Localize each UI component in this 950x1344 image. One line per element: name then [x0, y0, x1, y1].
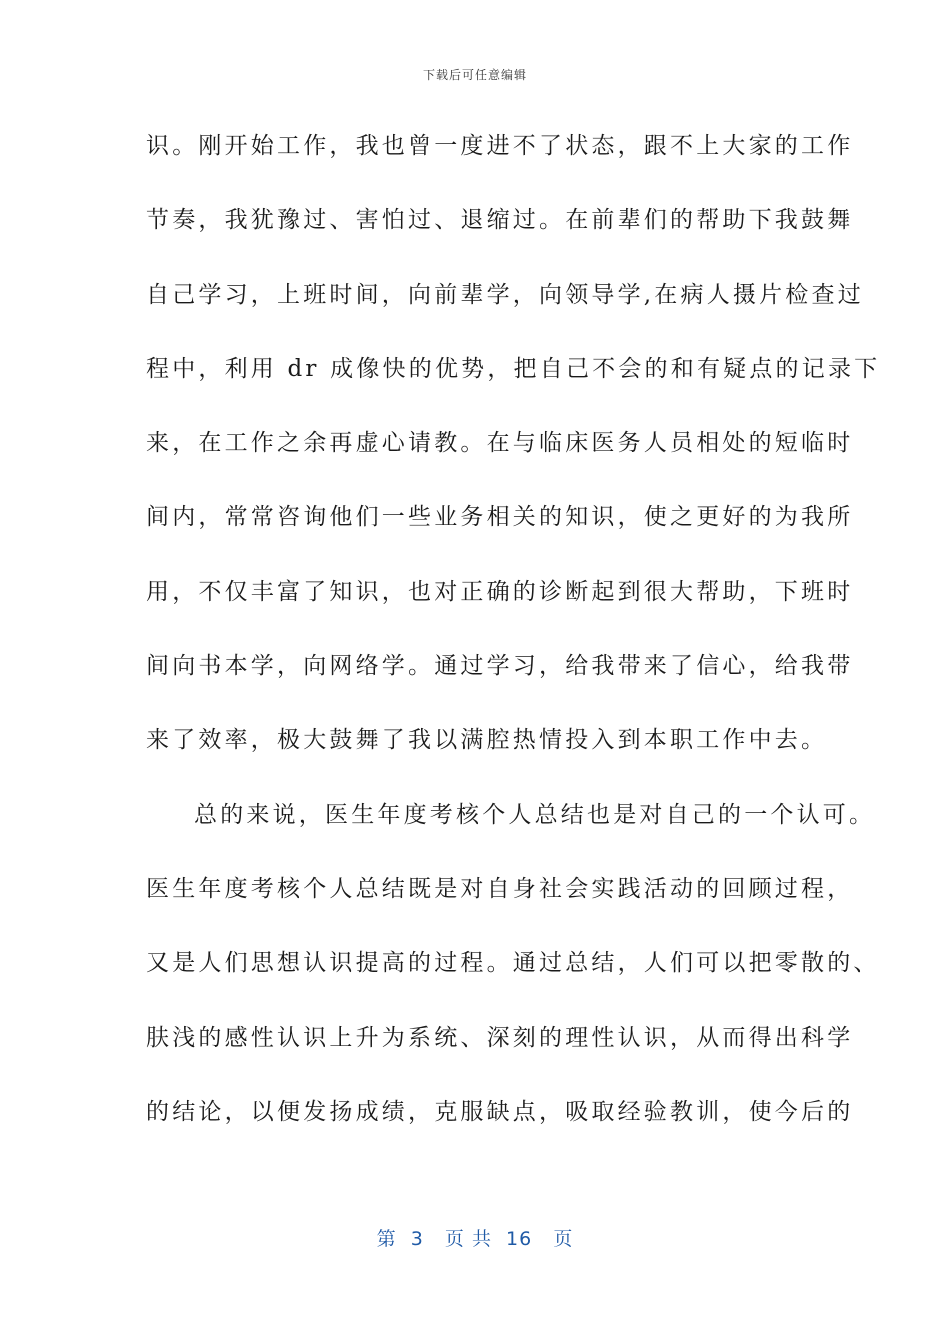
paragraph-start-line: 总的来说，医生年度考核个人总结也是对自己的一个认可。	[194, 801, 876, 828]
text-line: 间内，常常咨询他们一些业务相关的知识，使之更好的为我所	[146, 504, 854, 531]
text-line: 的结论，以便发扬成绩，克服缺点，吸取经验教训，使今后的	[146, 1098, 854, 1125]
text-line: 间向书本学，向网络学。通过学习，给我带来了信心，给我带	[146, 653, 854, 680]
text-line: 自己学习，上班时间，向前辈学，向领导学,在病人摄片检查过	[146, 281, 864, 308]
text-line: 识。刚开始工作，我也曾一度进不了状态，跟不上大家的工作	[146, 133, 854, 159]
page-number-footer: 第 3 页 共 16 页	[376, 1228, 574, 1250]
text-line: 又是人们思想认识提高的过程。通过总结，人们可以把零散的、	[146, 950, 880, 977]
text-line: 医生年度考核个人总结既是对自身社会实践活动的回顾过程，	[146, 875, 854, 902]
text-line: 来了效率，极大鼓舞了我以满腔热情投入到本职工作中去。	[146, 727, 828, 754]
page-header: 下载后可任意编辑	[422, 68, 527, 82]
document-body	[146, 120, 881, 1160]
text-line: 节奏，我犹豫过、害怕过、退缩过。在前辈们的帮助下我鼓舞	[146, 207, 854, 234]
text-line: 来，在工作之余再虚心请教。在与临床医务人员相处的短临时	[146, 430, 854, 457]
text-line: 肤浅的感性认识上升为系统、深刻的理性认识，从而得出科学	[146, 1024, 854, 1051]
text-line: 用，不仅丰富了知识，也对正确的诊断起到很大帮助，下班时	[146, 578, 854, 605]
text-line: 程中，利用 dr 成像快的优势，把自己不会的和有疑点的记录下	[146, 355, 881, 382]
